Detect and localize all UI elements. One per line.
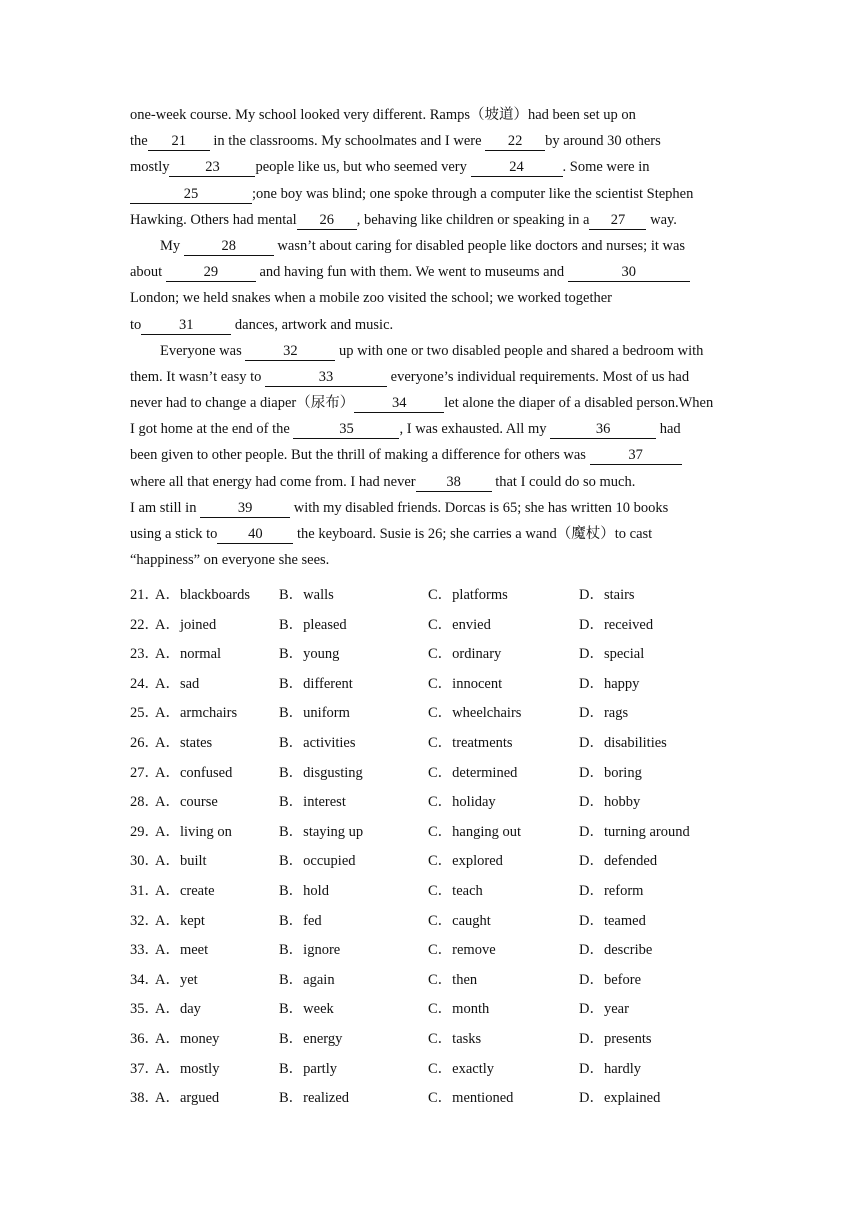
option-c: C．tasks bbox=[428, 1030, 482, 1047]
blank-34: 34 bbox=[354, 395, 444, 413]
passage-line bbox=[130, 259, 736, 285]
passage-text: people like us, but who seemed very bbox=[255, 159, 471, 176]
question-row bbox=[130, 671, 750, 701]
option-b: B．week bbox=[279, 1001, 334, 1018]
blank-25: 25 bbox=[130, 186, 252, 204]
question-number: 36． bbox=[130, 1030, 159, 1047]
question-row bbox=[130, 760, 750, 790]
option-d: D．rags bbox=[579, 705, 629, 722]
option-d: D．teamed bbox=[579, 912, 646, 929]
option-b: B．again bbox=[279, 971, 335, 988]
passage-text: to bbox=[130, 316, 142, 333]
passage-text: about bbox=[130, 264, 166, 281]
option-c: C．ordinary bbox=[428, 646, 502, 663]
blank-31: 31 bbox=[141, 317, 231, 335]
blank-23: 23 bbox=[169, 159, 255, 177]
option-b: B．hold bbox=[279, 882, 329, 899]
blank-26: 26 bbox=[297, 212, 357, 230]
option-c: C．determined bbox=[428, 764, 518, 781]
passage-text: where all that energy had come from. I had never bbox=[130, 473, 416, 490]
cloze-passage bbox=[130, 102, 736, 573]
passage-line bbox=[130, 416, 736, 442]
option-c: C．hanging out bbox=[428, 823, 522, 840]
question-row bbox=[130, 848, 750, 878]
passage-line bbox=[130, 338, 736, 364]
question-row bbox=[130, 937, 750, 967]
passage-text: and having fun with them. We went to museums and bbox=[255, 264, 568, 281]
option-a: A．kept bbox=[155, 912, 205, 929]
passage-line bbox=[130, 442, 736, 468]
passage-line bbox=[130, 233, 736, 259]
question-number: 37． bbox=[130, 1060, 159, 1077]
question-number: 21． bbox=[130, 587, 159, 603]
option-d: D．explained bbox=[579, 1090, 661, 1107]
question-number: 32． bbox=[130, 912, 159, 929]
question-row bbox=[130, 730, 750, 760]
passage-text: Everyone was bbox=[160, 342, 246, 359]
passage-line bbox=[130, 469, 736, 495]
question-row bbox=[130, 878, 750, 908]
option-c: C．platforms bbox=[428, 587, 508, 603]
option-a: A．sad bbox=[155, 675, 200, 692]
question-number: 35． bbox=[130, 1001, 159, 1018]
option-a: A．course bbox=[155, 794, 218, 811]
option-d: D．received bbox=[579, 616, 654, 633]
option-a: A．states bbox=[155, 734, 213, 751]
passage-text: had bbox=[656, 421, 681, 438]
option-a: A．meet bbox=[155, 942, 209, 959]
option-d: D．hardly bbox=[579, 1060, 642, 1077]
question-row bbox=[130, 1085, 750, 1115]
passage-text: the bbox=[130, 133, 148, 150]
question-row bbox=[130, 612, 750, 642]
passage-text: with my disabled friends. Dorcas is 65; she has written 10 books bbox=[290, 499, 669, 516]
passage-text: London; we held snakes when a mobile zoo visited the school; we worked together bbox=[130, 290, 613, 307]
question-number: 34． bbox=[130, 971, 159, 988]
question-number: 25． bbox=[130, 705, 159, 722]
blank-32: 32 bbox=[245, 343, 335, 361]
question-row bbox=[130, 789, 750, 819]
passage-text: Hawking. Others had mental bbox=[130, 211, 297, 228]
question-number: 23． bbox=[130, 646, 159, 663]
option-d: D．disabilities bbox=[579, 734, 667, 751]
option-b: B．disgusting bbox=[279, 764, 363, 781]
question-number: 24． bbox=[130, 675, 159, 692]
option-c: C．innocent bbox=[428, 675, 503, 692]
option-b: B．partly bbox=[279, 1060, 337, 1077]
option-c: C．month bbox=[428, 1001, 490, 1018]
passage-line bbox=[130, 521, 736, 547]
blank-37: 37 bbox=[590, 447, 682, 465]
passage-text: I am still in bbox=[130, 499, 201, 516]
option-b: B．young bbox=[279, 646, 340, 663]
question-number: 28． bbox=[130, 794, 159, 811]
question-row bbox=[130, 641, 750, 671]
passage-line bbox=[130, 154, 736, 180]
blank-28: 28 bbox=[184, 238, 274, 256]
passage-text: , behaving like children or speaking in a bbox=[356, 211, 590, 228]
option-d: D．turning around bbox=[579, 823, 690, 840]
option-b: B．staying up bbox=[279, 823, 364, 840]
question-number: 27． bbox=[130, 764, 159, 781]
passage-text: ;one boy was blind; one spoke through a computer like the scientist Stephen bbox=[252, 185, 694, 202]
passage-line bbox=[130, 285, 736, 311]
option-a: A．argued bbox=[155, 1090, 220, 1107]
passage-text: mostly bbox=[130, 159, 170, 176]
option-d: D．defended bbox=[579, 853, 658, 870]
option-c: C．envied bbox=[428, 616, 491, 633]
option-d: D．describe bbox=[579, 942, 653, 959]
passage-text: I got home at the end of the bbox=[130, 421, 294, 438]
blank-36: 36 bbox=[550, 421, 656, 439]
option-b: B．ignore bbox=[279, 942, 341, 959]
blank-40: 40 bbox=[217, 526, 293, 544]
passage-text: in the classrooms. My schoolmates and I were bbox=[209, 133, 486, 150]
question-number: 38． bbox=[130, 1090, 159, 1107]
passage-text: them. It wasn’t easy to bbox=[130, 368, 266, 385]
option-c: C．holiday bbox=[428, 794, 496, 811]
option-b: B．fed bbox=[279, 912, 322, 929]
question-number: 30． bbox=[130, 853, 159, 870]
blank-39: 39 bbox=[200, 500, 290, 518]
question-row bbox=[130, 1026, 750, 1056]
option-a: A．money bbox=[155, 1030, 220, 1047]
blank-27: 27 bbox=[589, 212, 646, 230]
option-d: D．boring bbox=[579, 764, 642, 781]
option-a: A．normal bbox=[155, 646, 222, 663]
option-a: A．create bbox=[155, 882, 215, 899]
option-d: D．hobby bbox=[579, 794, 641, 811]
option-a: A．mostly bbox=[155, 1060, 220, 1077]
passage-text: the keyboard. Susie is 26; she carries a wand（魔杖）to cast bbox=[293, 526, 653, 542]
option-b: B．uniform bbox=[279, 705, 350, 722]
option-c: C．remove bbox=[428, 942, 496, 959]
option-a: A．joined bbox=[155, 616, 217, 633]
passage-text: up with one or two disabled people and shared a bedroom with bbox=[335, 342, 704, 359]
question-number: 29． bbox=[130, 823, 159, 840]
option-d: D．year bbox=[579, 1001, 629, 1018]
passage-text: been given to other people. But the thrill of making a difference for others was bbox=[130, 447, 590, 464]
question-row bbox=[130, 819, 750, 849]
passage-text: wasn’t about caring for disabled people like doctors and nurses; it was bbox=[273, 237, 686, 254]
passage-text: way. bbox=[646, 211, 677, 228]
passage-text: that I could do so much. bbox=[491, 473, 636, 490]
passage-text: never had to change a diaper（尿布） bbox=[130, 395, 355, 412]
passage-text: . Some were in bbox=[562, 159, 650, 176]
question-row bbox=[130, 1056, 750, 1086]
option-d: D．stairs bbox=[579, 587, 635, 603]
question-row bbox=[130, 582, 750, 612]
option-c: C．treatments bbox=[428, 734, 513, 751]
blank-30: 30 bbox=[568, 264, 690, 282]
blank-33: 33 bbox=[265, 369, 387, 387]
passage-line bbox=[130, 207, 736, 233]
option-b: B．occupied bbox=[279, 853, 356, 870]
option-d: D．before bbox=[579, 971, 642, 988]
question-row bbox=[130, 908, 750, 938]
passage-line bbox=[130, 128, 736, 154]
option-b: B．realized bbox=[279, 1090, 350, 1107]
question-number: 26． bbox=[130, 734, 159, 751]
option-c: C．caught bbox=[428, 912, 491, 929]
passage-text: by around 30 others bbox=[545, 133, 661, 150]
option-b: B．interest bbox=[279, 794, 346, 811]
passage-text: let alone the diaper of a disabled person.When bbox=[444, 395, 714, 412]
option-a: A．built bbox=[155, 853, 207, 870]
blank-35: 35 bbox=[293, 421, 399, 439]
option-a: A．confused bbox=[155, 764, 233, 781]
passage-line bbox=[130, 547, 736, 573]
option-c: C．exactly bbox=[428, 1060, 495, 1077]
option-a: A．armchairs bbox=[155, 705, 238, 722]
passage-line bbox=[130, 181, 736, 207]
question-row bbox=[130, 967, 750, 997]
option-d: D．special bbox=[579, 646, 645, 663]
passage-text: “happiness” on everyone she sees. bbox=[130, 552, 330, 569]
option-c: C．explored bbox=[428, 853, 503, 870]
option-a: A．day bbox=[155, 1001, 201, 1018]
passage-text: dances, artwork and music. bbox=[231, 316, 394, 333]
option-c: C．teach bbox=[428, 882, 483, 899]
question-number: 33． bbox=[130, 942, 159, 959]
passage-text: My bbox=[160, 237, 184, 254]
option-d: D．reform bbox=[579, 882, 644, 899]
blank-21: 21 bbox=[148, 133, 210, 151]
option-b: B．different bbox=[279, 675, 353, 692]
option-c: C．mentioned bbox=[428, 1090, 514, 1107]
question-row bbox=[130, 700, 750, 730]
option-c: C．then bbox=[428, 971, 478, 988]
passage-text: one-week course. My school looked very different. Ramps（坡道）had been set up on bbox=[130, 107, 636, 123]
passage-line bbox=[130, 390, 736, 416]
question-row bbox=[130, 996, 750, 1026]
option-a: A．blackboards bbox=[155, 587, 251, 603]
option-a: A．living on bbox=[155, 823, 232, 840]
option-b: B．pleased bbox=[279, 616, 347, 633]
question-number: 31． bbox=[130, 882, 159, 899]
blank-24: 24 bbox=[471, 159, 563, 177]
blank-29: 29 bbox=[166, 264, 256, 282]
passage-line bbox=[130, 312, 736, 338]
option-b: B．walls bbox=[279, 587, 334, 603]
answer-options bbox=[130, 582, 750, 1115]
question-number: 22． bbox=[130, 616, 159, 633]
blank-38: 38 bbox=[416, 474, 492, 492]
passage-line bbox=[130, 495, 736, 521]
option-b: B．energy bbox=[279, 1030, 343, 1047]
passage-line bbox=[130, 102, 736, 128]
option-a: A．yet bbox=[155, 971, 198, 988]
option-b: B．activities bbox=[279, 734, 356, 751]
passage-text: , I was exhausted. All my bbox=[399, 421, 551, 438]
passage-line bbox=[130, 364, 736, 390]
option-c: C．wheelchairs bbox=[428, 705, 522, 722]
passage-text: using a stick to bbox=[130, 526, 218, 542]
option-d: D．happy bbox=[579, 675, 640, 692]
blank-22: 22 bbox=[485, 133, 545, 151]
option-d: D．presents bbox=[579, 1030, 652, 1047]
passage-text: everyone’s individual requirements. Most of us had bbox=[387, 368, 690, 385]
